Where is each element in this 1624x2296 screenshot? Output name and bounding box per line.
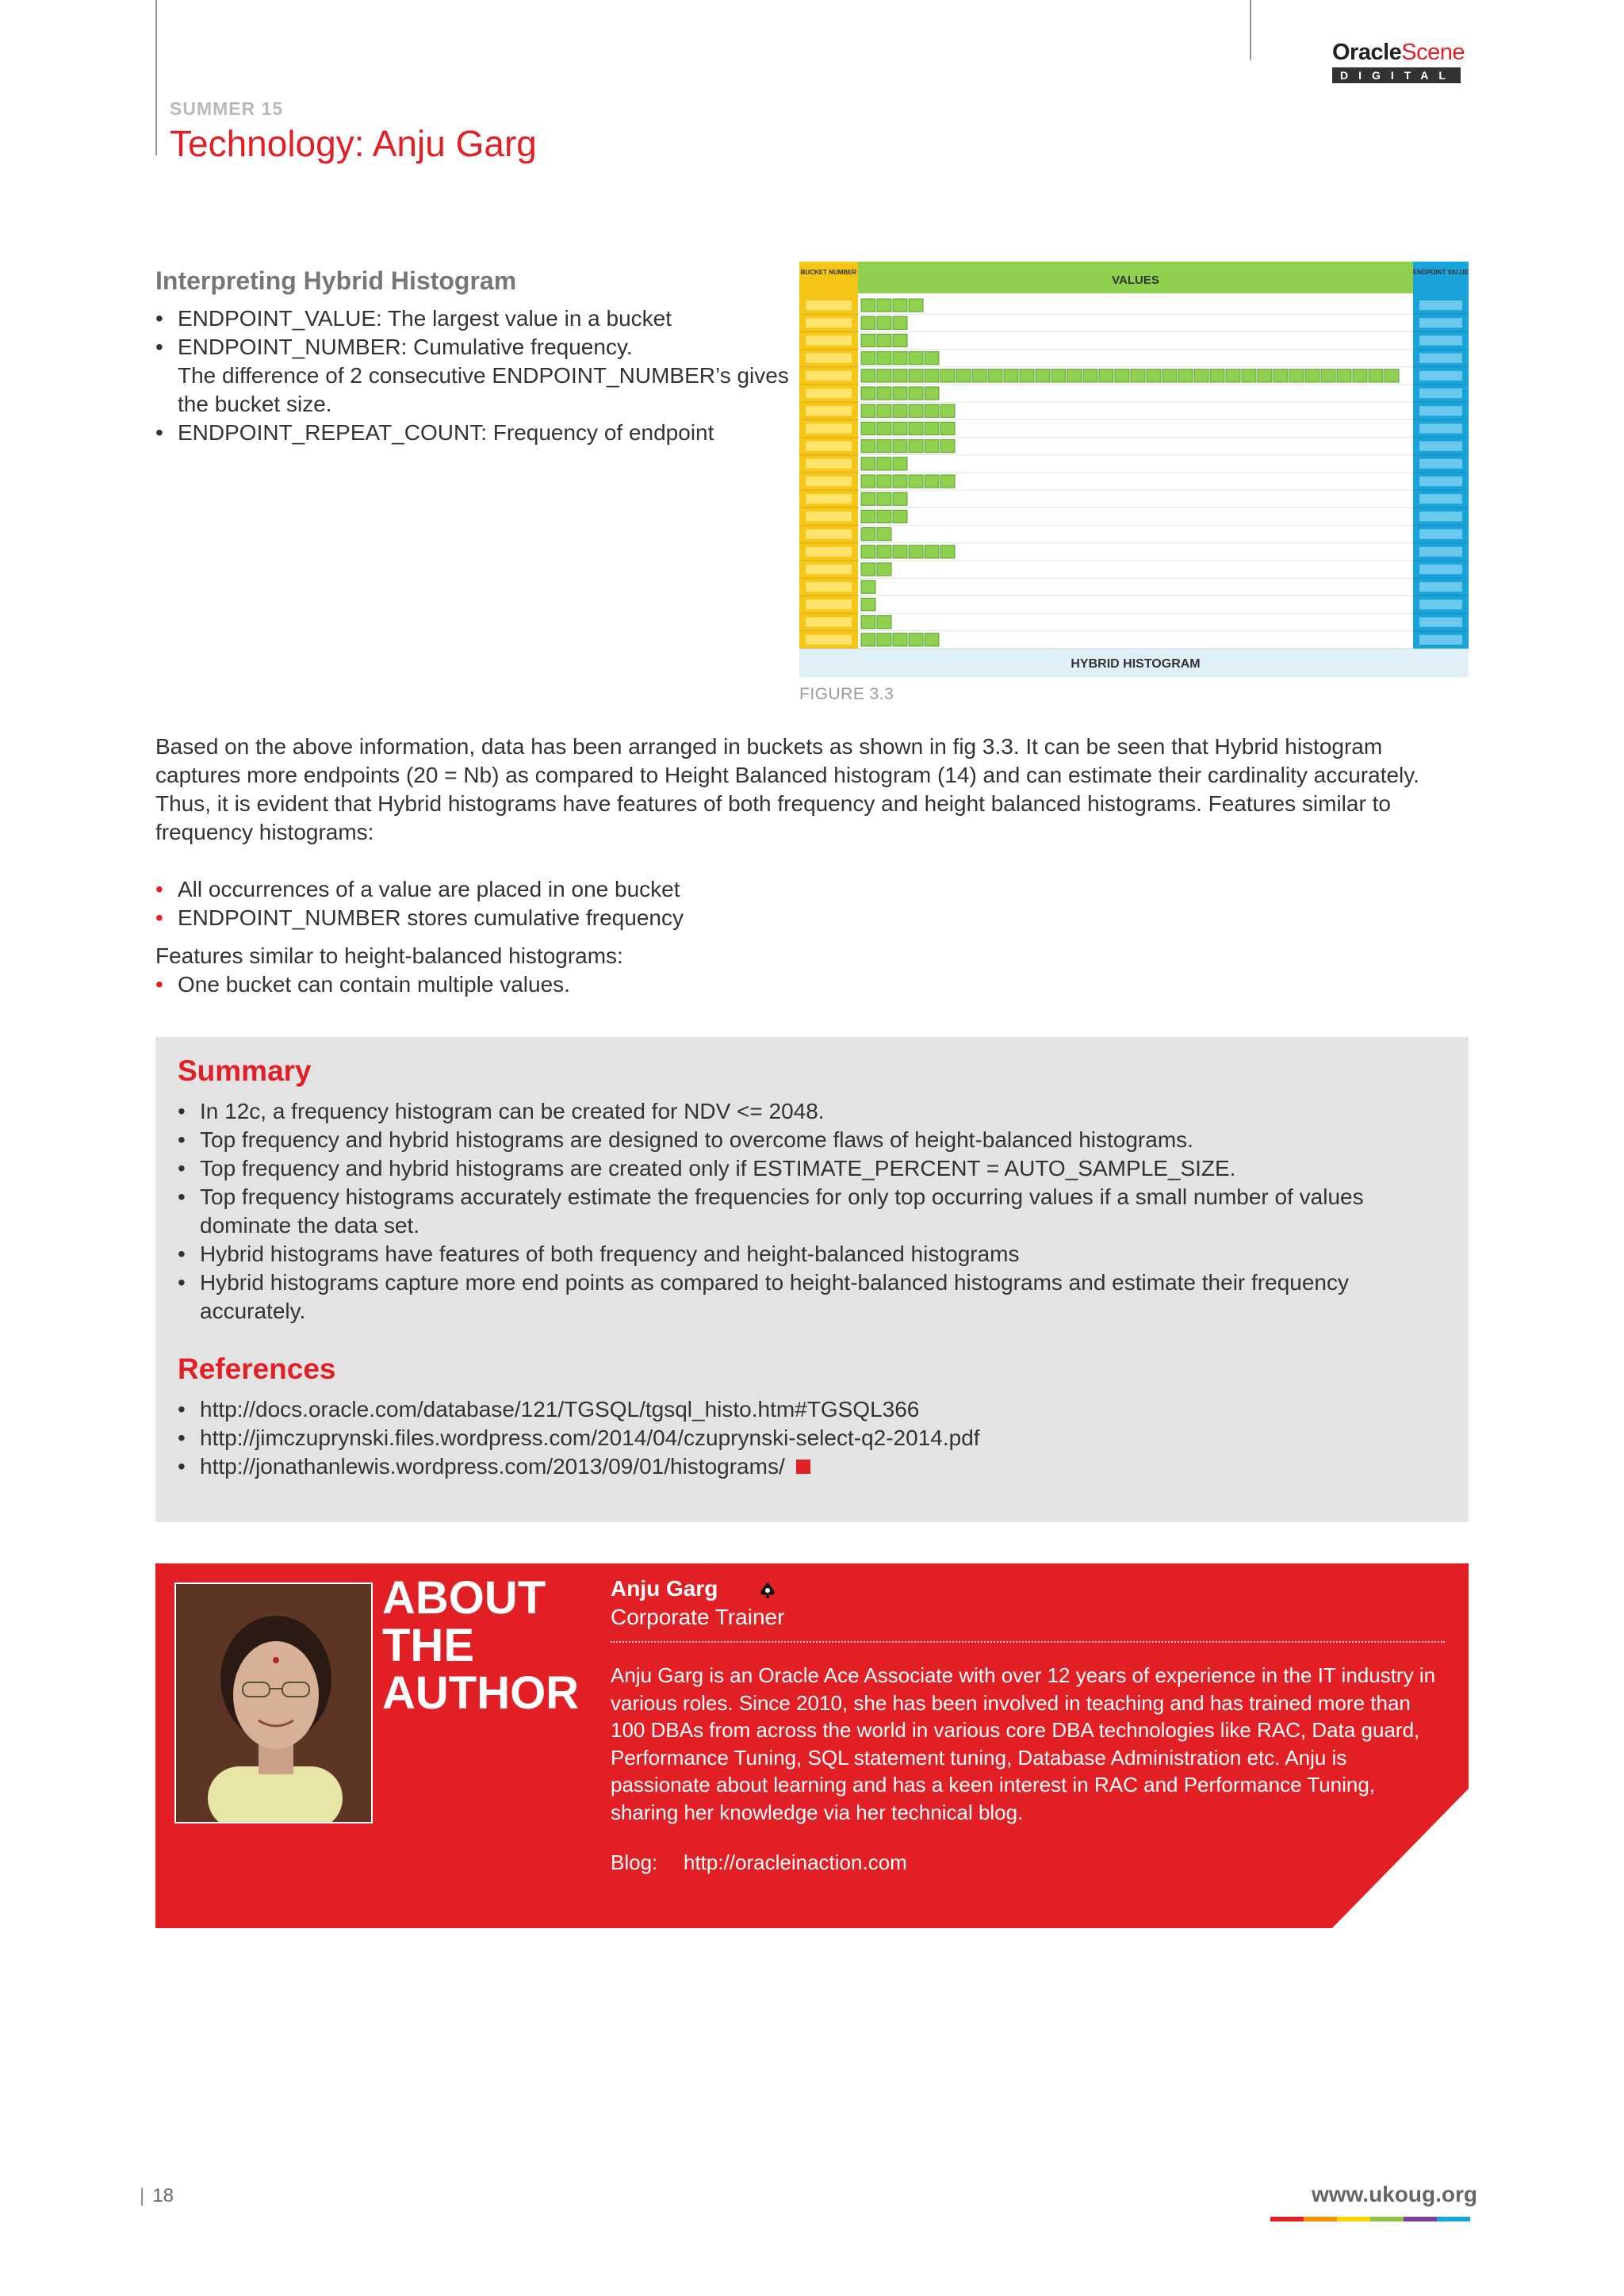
value-cell [1051,369,1066,382]
value-cell [877,616,891,629]
value-cell [940,422,955,434]
value-cell [877,528,891,541]
value-cell [877,299,891,312]
value-cell [909,545,923,558]
issue-label: SUMMER 15 [170,98,284,119]
value-cell [909,440,923,453]
value-cell [877,510,891,522]
bucket-cell [806,459,852,469]
value-cell [893,387,907,400]
bucket-cell [806,511,852,521]
reference-item [178,1452,1415,1481]
value-cell [1020,369,1034,382]
endpoint-cell [1419,635,1462,645]
value-cell [972,369,986,382]
value-cell [940,369,955,382]
value-cell [893,352,907,365]
value-cell [1289,369,1304,382]
value-cell [909,352,923,365]
value-cell [988,369,1002,382]
value-cell [893,422,907,434]
logo-scene: Scene [1401,40,1465,65]
value-cell [909,369,923,382]
list-item: • Top frequency and hybrid histograms are created only if ESTIMATE_PERCENT = AUTO_SAMPLE_SIZE. [178,1154,1415,1183]
value-cell [893,457,907,470]
value-cell [861,404,875,417]
list-item: • Hybrid histograms have features of both frequency and height-balanced histograms [178,1240,1415,1269]
reference-link[interactable]: • http://docs.oracle.com/database/121/TGSQL/tgsql_histo.htm#TGSQL366 [178,1395,1415,1424]
site-url[interactable]: www.ukoug.org [1312,2182,1477,2206]
author-photo [174,1582,373,1823]
bucket-cell [806,354,852,363]
value-cell [893,369,907,382]
header-rule-left [155,0,157,155]
endpoint-cell [1419,423,1462,433]
value-cell [1194,369,1208,382]
reference-link[interactable]: http://jonathanlewis.wordpress.com/2013/09/01/histograms/ [200,1454,785,1479]
endpoint-cell [1419,530,1462,539]
reference-link[interactable]: • http://jimczuprynski.files.wordpress.com/2014/04/czuprynski-select-q2-2014.pdf [178,1424,1415,1452]
summary-list [178,1097,1415,1326]
value-cell [877,404,891,417]
value-cell [861,598,875,610]
endpoint-cell [1419,318,1462,327]
value-cell [877,457,891,470]
value-cell [925,352,939,365]
list-item: • Top frequency histograms accurately estimate the frequencies for only top occurring values if a small number of values dominate the data set. [178,1183,1415,1240]
value-cell [1067,369,1082,382]
value-cell [893,404,907,417]
value-cell [940,440,955,453]
value-cell [1353,369,1367,382]
endpoint-cell [1419,406,1462,415]
value-cell [861,633,875,646]
bucket-cell [806,423,852,433]
summary-heading: Summary [178,1054,312,1087]
list-item: • ENDPOINT_NUMBER stores cumulative frequency [155,904,1472,932]
figure-caption: FIGURE 3.3 [799,685,894,703]
bucket-cell [806,406,852,415]
bucket-cell [806,476,852,486]
end-mark-icon [796,1460,810,1474]
value-cell [861,352,875,365]
value-cell [940,475,955,488]
section-title: Technology: Anju Garg [170,123,537,164]
list-item: • ENDPOINT_VALUE: The largest value in a bucket [155,304,790,333]
interpreting-list [155,304,790,447]
endpoint-cell [1419,459,1462,469]
value-cell [925,369,939,382]
col-values-label: VALUES [1112,274,1159,287]
value-cell [940,545,955,558]
value-cell [1258,369,1272,382]
list-item: • ENDPOINT_NUMBER: Cumulative frequency. The difference of 2 consecutive ENDPOINT_NUMBER’s gives the bucket size. [155,333,790,419]
value-cell [1131,369,1145,382]
col-bucket-label: BUCKET NUMBER [800,269,857,276]
value-cell [1305,369,1320,382]
value-cell [877,475,891,488]
value-cell [877,369,891,382]
bucket-cell [806,547,852,557]
about-author-heading: ABOUT THE AUTHOR [382,1572,580,1719]
value-cell [877,545,891,558]
list-item: • Top frequency and hybrid histograms are designed to overcome flaws of height-balanced histograms. [178,1126,1415,1154]
value-cell [877,563,891,576]
author-divider [611,1641,1445,1643]
endpoint-cell [1419,618,1462,627]
value-cell [909,299,923,312]
value-cell [1369,369,1383,382]
endpoint-cell [1419,547,1462,557]
value-cell [1115,369,1129,382]
bucket-cell [806,599,852,609]
value-cell [925,633,939,646]
oraclescene-logo[interactable] [1332,40,1472,83]
value-cell [861,334,875,346]
endpoint-cell [1419,335,1462,345]
endpoint-cell [1419,511,1462,521]
value-cell [861,316,875,329]
value-cell [861,299,875,312]
interpreting-heading: Interpreting Hybrid Histogram [155,266,517,295]
blog-link[interactable]: http://oracleinaction.com [684,1850,907,1874]
endpoint-cell [1419,354,1462,363]
figure-footer-label: HYBRID HISTOGRAM [1071,657,1201,671]
bucket-cell [806,318,852,327]
value-cell [1099,369,1113,382]
value-cell [861,510,875,522]
list-item: • ENDPOINT_REPEAT_COUNT: Frequency of endpoint [155,419,790,447]
bucket-cell [806,530,852,539]
value-cell [861,475,875,488]
bucket-cell [806,442,852,451]
value-cell [877,492,891,505]
value-cell [861,387,875,400]
value-cell [925,404,939,417]
value-cell [893,299,907,312]
author-name: Anju Garg [611,1576,718,1601]
blog-label: Blog: [611,1850,658,1874]
list-item: • In 12c, a frequency histogram can be created for NDV <= 2048. [178,1097,1415,1126]
hybrid-histogram-figure [799,262,1469,677]
value-cell [909,633,923,646]
value-cell [1385,369,1399,382]
author-role: Corporate Trainer [611,1605,785,1629]
value-cell [893,545,907,558]
value-cell [909,475,923,488]
endpoint-cell [1419,476,1462,486]
col-endpoint-label: ENDPOINT VALUE [1412,269,1469,276]
author-bio: Anju Garg is an Oracle Ace Associate with over 12 years of experience in the IT industry in various roles. Since 2010, she has been involved in teaching and has trained more than 100 DBAs from across the world in various core DBA technologies like RAC, Data guard, Performance Tuning, SQL statement tuning, Database Administration etc. Anju is passionate about learning and has a keen interest in RAC and Performance Tuning, sharing her knowledge via her technical blog. [611,1663,1436,1824]
value-cell [1274,369,1288,382]
value-cell [956,369,971,382]
value-cell [877,440,891,453]
page-number: | 18 [140,2185,174,2206]
value-cell [925,440,939,453]
bucket-cell [806,335,852,345]
value-cell [877,633,891,646]
value-cell [861,457,875,470]
endpoint-cell [1419,300,1462,310]
value-cell [861,492,875,505]
value-cell [925,422,939,434]
value-cell [909,387,923,400]
value-cell [1337,369,1351,382]
logo-oracle: Oracle [1332,40,1402,65]
logo-digital: DIGITAL [1332,67,1461,83]
endpoint-cell [1419,582,1462,591]
value-cell [893,316,907,329]
value-cell [877,387,891,400]
logo-wordmark [1332,40,1472,66]
value-cell [861,369,875,382]
list-item: • One bucket can contain multiple values. [155,970,1472,999]
value-cell [861,440,875,453]
value-cell [861,545,875,558]
endpoint-cell [1419,564,1462,574]
references-heading: References [178,1353,336,1385]
bucket-cell [806,635,852,645]
value-cell [861,422,875,434]
value-cell [893,334,907,346]
value-cell [861,563,875,576]
endpoint-cell [1419,599,1462,609]
height-features-list [155,970,1472,999]
value-cell [909,422,923,434]
value-cell [877,352,891,365]
value-cell [925,475,939,488]
value-cell [861,616,875,629]
value-cell [1210,369,1224,382]
value-cell [1162,369,1177,382]
value-cell [893,475,907,488]
value-cell [893,440,907,453]
list-item: • Hybrid histograms capture more end points as compared to height-balanced histograms and estimate their frequency accurately. [178,1269,1415,1326]
value-cell [1083,369,1097,382]
value-cell [1036,369,1050,382]
references-list [178,1395,1415,1481]
value-cell [877,316,891,329]
value-cell [1147,369,1161,382]
value-cell [925,545,939,558]
value-cell [877,334,891,346]
value-cell [893,633,907,646]
value-cell [1242,369,1256,382]
bucket-cell [806,388,852,398]
value-cell [893,492,907,505]
body-paragraph: Based on the above information, data has been arranged in buckets as shown in fig 3.3. It can be seen that Hybrid histogram captures more endpoints (20 = Nb) as compared to Height Balanced histogram (14) and can estimate their cardinality accurately. Thus, it is evident that Hybrid histograms have features of both frequency and height balanced histograms. Features similar to frequency histograms: [155,734,1419,844]
value-cell [893,510,907,522]
height-features-intro: Features similar to height-balanced histograms: [155,943,623,968]
header-rule-right [1250,0,1251,60]
footer-color-bar [1270,2217,1470,2221]
author-blog [611,1850,907,1875]
bucket-cell [806,300,852,310]
frequency-features-list [155,875,1472,932]
endpoint-cell [1419,442,1462,451]
value-cell [940,404,955,417]
bucket-cell [806,618,852,627]
value-cell [1226,369,1240,382]
value-cell [861,580,875,593]
value-cell [1321,369,1335,382]
list-item: • All occurrences of a value are placed in one bucket [155,875,1472,904]
value-cell [1004,369,1018,382]
value-cell [861,528,875,541]
value-cell [877,422,891,434]
oracle-ace-icon [758,1581,777,1600]
bucket-cell [806,371,852,381]
bucket-cell [806,582,852,591]
bucket-cell [806,564,852,574]
value-cell [909,404,923,417]
endpoint-cell [1419,494,1462,503]
bucket-cell [806,494,852,503]
value-cell [1178,369,1193,382]
bullet-continuation: The difference of 2 consecutive ENDPOINT_NUMBER’s gives the bucket size. [178,363,789,416]
value-cell [925,387,939,400]
endpoint-cell [1419,371,1462,381]
endpoint-cell [1419,388,1462,398]
